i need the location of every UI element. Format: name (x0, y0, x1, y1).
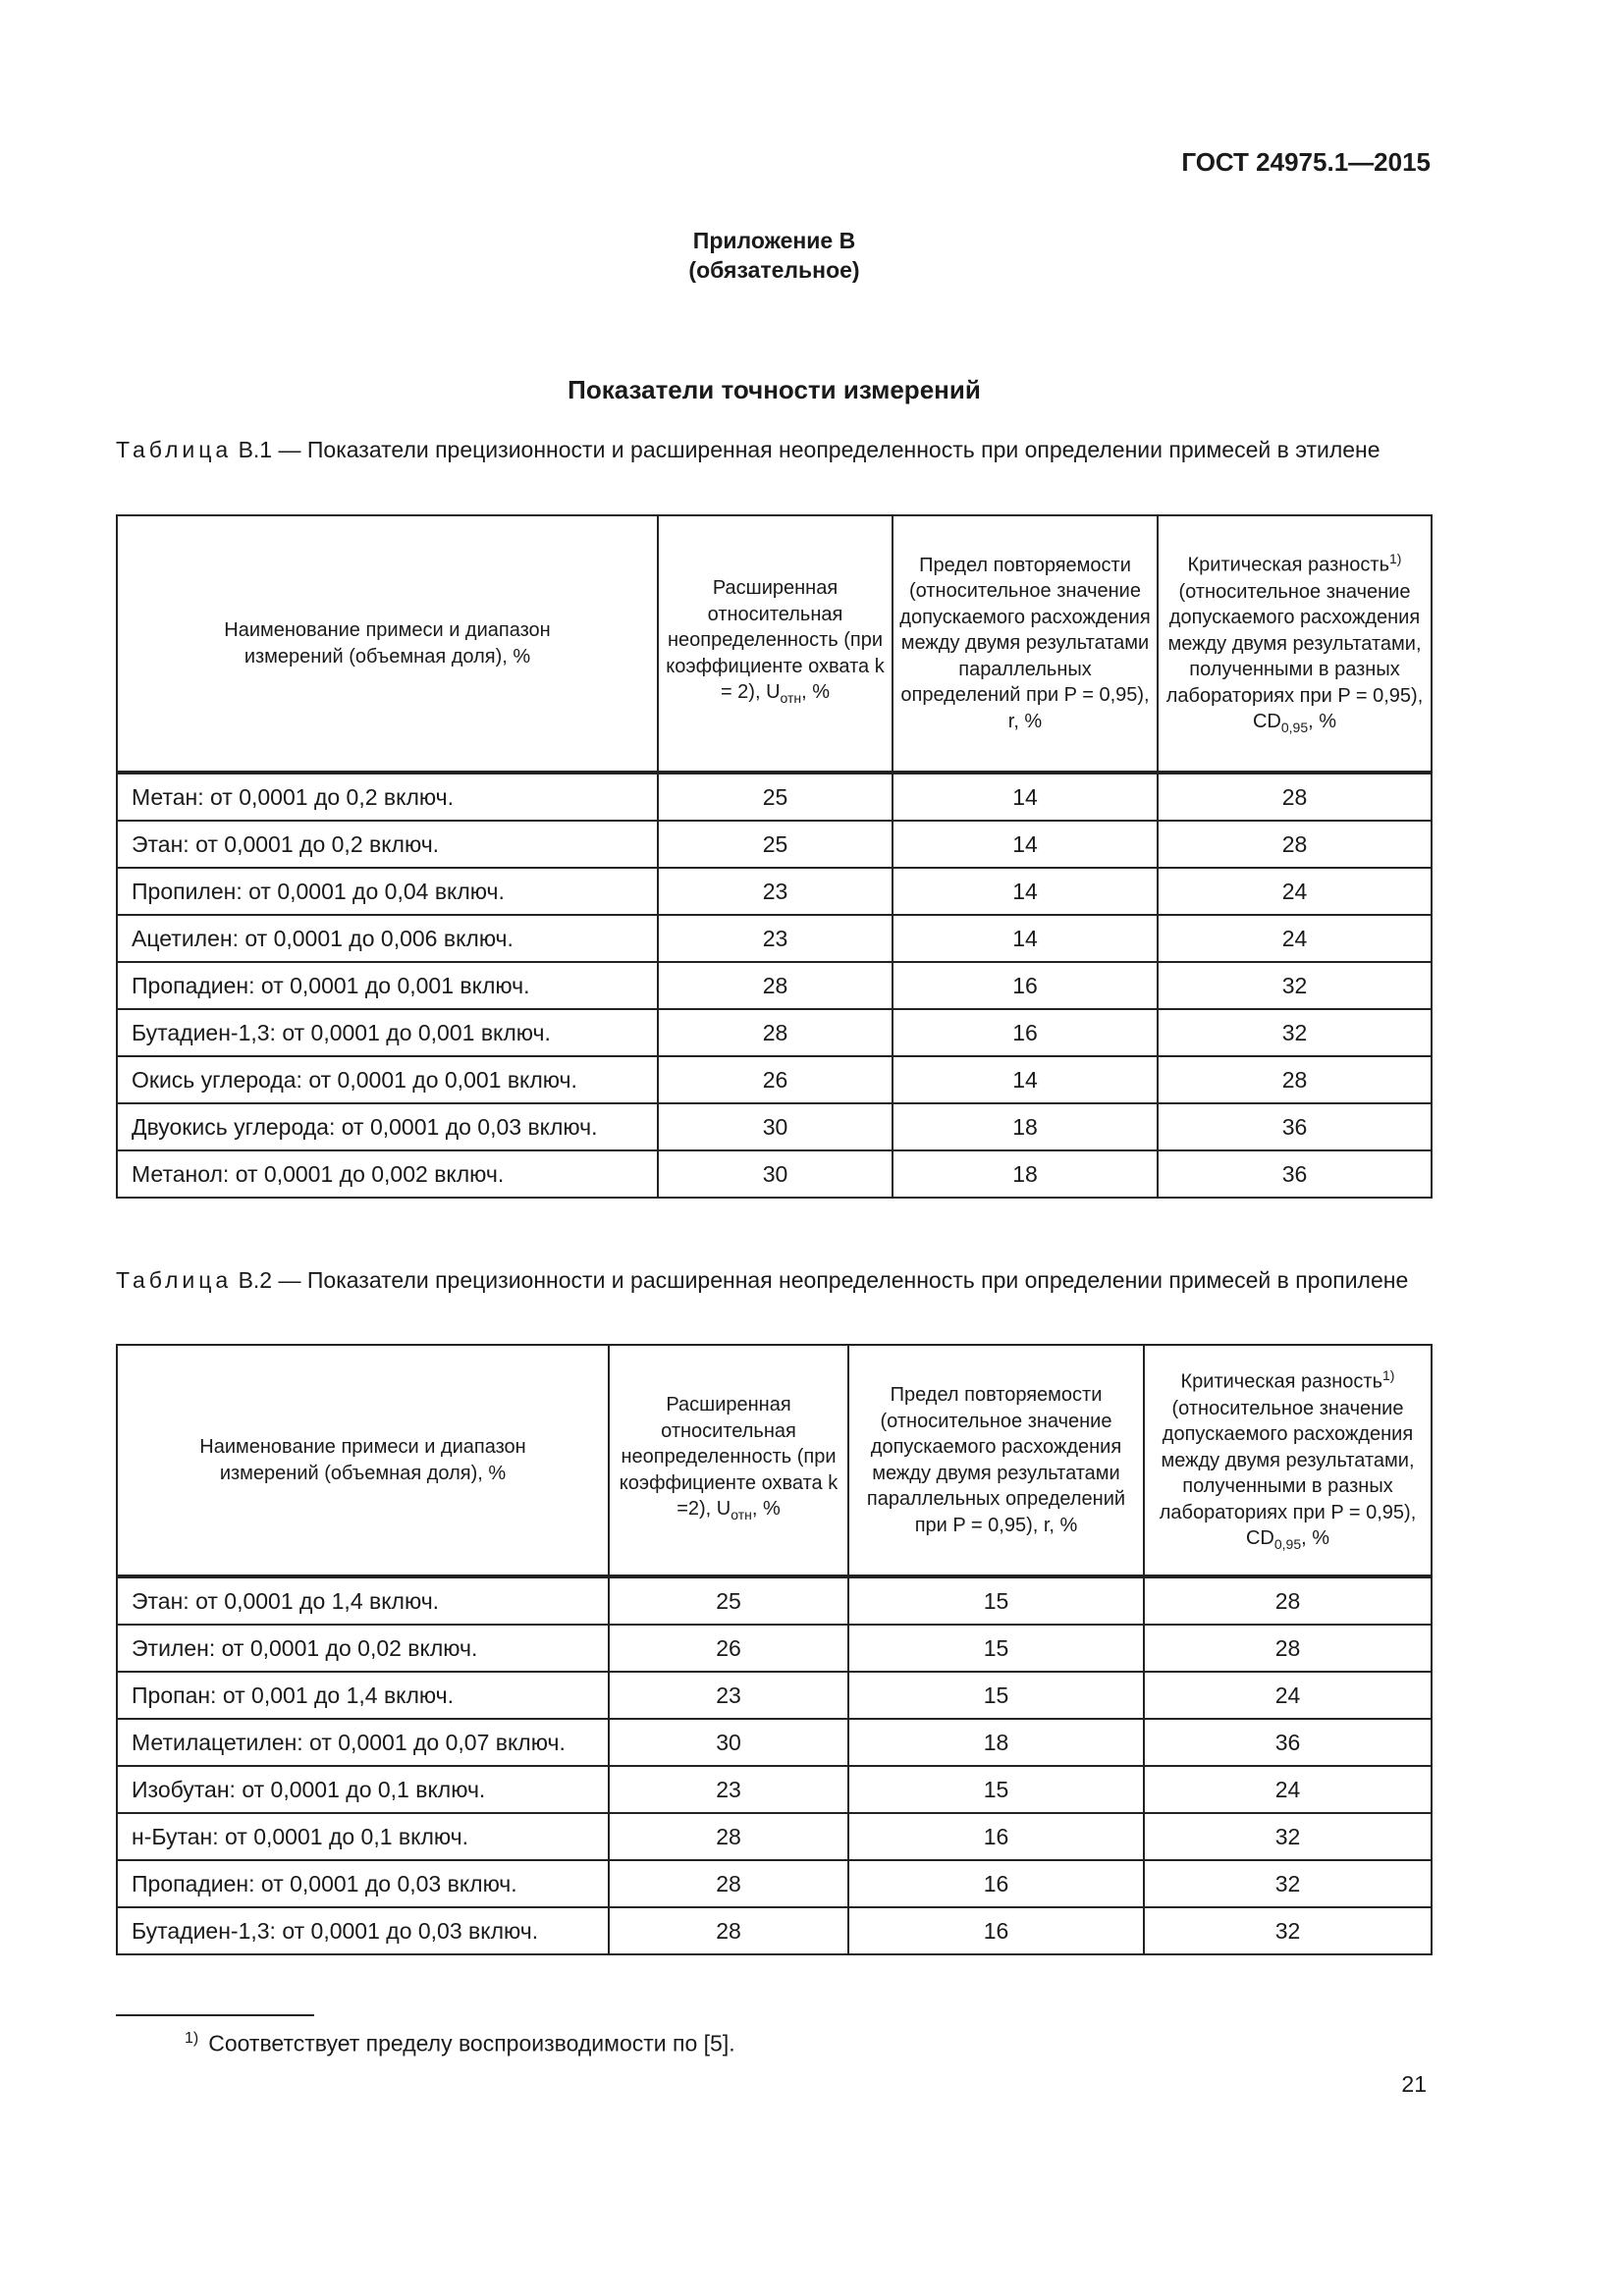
cell-repeatability: 15 (848, 1766, 1144, 1813)
table1-header-uncertainty: Расширенная относительная неопределенность (при коэффициенте охвата k = 2), $U_{отн}$, % (658, 515, 893, 773)
cell-uncertainty: 26 (609, 1625, 848, 1672)
table1-caption (116, 435, 1431, 464)
annex-heading (0, 226, 1548, 285)
cell-impurity-range: Окись углерода: от 0,0001 до 0,001 включ. (117, 1056, 658, 1103)
table1-header-row (117, 515, 1432, 773)
table2-header-name: Наименование примеси и диапазон измерений (объемная доля), % (117, 1345, 609, 1576)
table-row (117, 1766, 1432, 1813)
cell-repeatability: 14 (893, 915, 1158, 962)
table2-caption-text: В.2 — Показатели прецизионности и расширенная неопределенность при определении примесей в пропилене (232, 1267, 1409, 1293)
table1 (116, 514, 1433, 1199)
cell-impurity-range: Пропадиен: от 0,0001 до 0,001 включ. (117, 962, 658, 1009)
cell-critical-difference: 36 (1158, 1103, 1432, 1150)
table-row (117, 1672, 1432, 1719)
cell-repeatability: 16 (848, 1860, 1144, 1907)
table1-header-repeatability: Предел повторяемости (относительное значение допускаемого расхождения между двумя результатами параллельных определений при P = 0,95), r, % (893, 515, 1158, 773)
table-row (117, 1103, 1432, 1150)
table2-header-critical-difference: Критическая разность$^{1)}$ (относительное значение допускаемого расхождения между двумя результатами, полученными в разных лабораториях при P = 0,95), $CD_{0,95}$, % (1144, 1345, 1432, 1576)
table-row (117, 868, 1432, 915)
table-row (117, 1150, 1432, 1198)
table1-caption-text: В.1 — Показатели прецизионности и расширенная неопределенность при определении примесей в этилене (232, 437, 1380, 462)
cell-critical-difference: 28 (1158, 1056, 1432, 1103)
table-row (117, 915, 1432, 962)
cell-impurity-range: Метан: от 0,0001 до 0,2 включ. (117, 773, 658, 821)
cell-repeatability: 14 (893, 821, 1158, 868)
annex-status: (обязательное) (688, 257, 860, 283)
footnote-mark: 1) (185, 2030, 199, 2047)
cell-uncertainty: 25 (658, 773, 893, 821)
cell-critical-difference: 32 (1158, 1009, 1432, 1056)
cell-uncertainty: 30 (609, 1719, 848, 1766)
cell-uncertainty: 25 (658, 821, 893, 868)
cell-critical-difference: 28 (1144, 1576, 1432, 1625)
cell-repeatability: 15 (848, 1672, 1144, 1719)
cell-uncertainty: 23 (658, 868, 893, 915)
table1-caption-prefix: Таблица (116, 437, 233, 462)
cell-repeatability: 16 (848, 1813, 1144, 1860)
table-row (117, 1860, 1432, 1907)
cell-uncertainty: 28 (609, 1860, 848, 1907)
cell-impurity-range: Метанол: от 0,0001 до 0,002 включ. (117, 1150, 658, 1198)
cell-repeatability: 18 (893, 1103, 1158, 1150)
footnote (185, 2030, 735, 2057)
cell-repeatability: 18 (848, 1719, 1144, 1766)
cell-critical-difference: 28 (1158, 821, 1432, 868)
table2-header-uncertainty: Расширенная относительная неопределенность (при коэффициенте охвата k =2), $U_{отн}$, % (609, 1345, 848, 1576)
table-row (117, 821, 1432, 868)
cell-uncertainty: 28 (658, 962, 893, 1009)
cell-critical-difference: 28 (1158, 773, 1432, 821)
cell-impurity-range: Ацетилен: от 0,0001 до 0,006 включ. (117, 915, 658, 962)
footnote-divider (116, 2014, 314, 2016)
cell-impurity-range: Пропадиен: от 0,0001 до 0,03 включ. (117, 1860, 609, 1907)
cell-uncertainty: 28 (609, 1813, 848, 1860)
cell-critical-difference: 24 (1144, 1766, 1432, 1813)
cell-uncertainty: 28 (609, 1907, 848, 1954)
table-row (117, 1625, 1432, 1672)
cell-uncertainty: 30 (658, 1150, 893, 1198)
cell-critical-difference: 24 (1158, 868, 1432, 915)
page-number: 21 (1401, 2071, 1427, 2097)
cell-critical-difference: 32 (1144, 1813, 1432, 1860)
table-row (117, 1576, 1432, 1625)
cell-impurity-range: Этан: от 0,0001 до 1,4 включ. (117, 1576, 609, 1625)
table-row (117, 1056, 1432, 1103)
cell-impurity-range: Этан: от 0,0001 до 0,2 включ. (117, 821, 658, 868)
cell-repeatability: 18 (893, 1150, 1158, 1198)
table2-caption (116, 1265, 1431, 1295)
cell-critical-difference: 28 (1144, 1625, 1432, 1672)
cell-impurity-range: Метилацетилен: от 0,0001 до 0,07 включ. (117, 1719, 609, 1766)
cell-uncertainty: 23 (609, 1766, 848, 1813)
cell-impurity-range: Пропилен: от 0,0001 до 0,04 включ. (117, 868, 658, 915)
annex-title: Приложение В (692, 228, 856, 253)
cell-critical-difference: 36 (1158, 1150, 1432, 1198)
table2 (116, 1344, 1433, 1955)
cell-impurity-range: н-Бутан: от 0,0001 до 0,1 включ. (117, 1813, 609, 1860)
cell-critical-difference: 32 (1144, 1907, 1432, 1954)
cell-repeatability: 14 (893, 868, 1158, 915)
cell-critical-difference: 32 (1144, 1860, 1432, 1907)
cell-critical-difference: 36 (1144, 1719, 1432, 1766)
table-row (117, 1907, 1432, 1954)
table2-header-row (117, 1345, 1432, 1576)
table2-body (117, 1576, 1432, 1954)
cell-impurity-range: Бутадиен-1,3: от 0,0001 до 0,001 включ. (117, 1009, 658, 1056)
cell-uncertainty: 23 (658, 915, 893, 962)
table2-header-repeatability: Предел повторяемости (относительное значение допускаемого расхождения между двумя результатами параллельных определений при P = 0,95), r, % (848, 1345, 1144, 1576)
table-row (117, 962, 1432, 1009)
table-row (117, 1719, 1432, 1766)
cell-impurity-range: Этилен: от 0,0001 до 0,02 включ. (117, 1625, 609, 1672)
cell-critical-difference: 32 (1158, 962, 1432, 1009)
cell-uncertainty: 30 (658, 1103, 893, 1150)
cell-repeatability: 14 (893, 1056, 1158, 1103)
table1-header-critical-difference: Критическая разность$^{1)}$ (относительное значение допускаемого расхождения между двумя результатами, полученными в разных лабораториях при P = 0,95), $CD_{0,95}$, % (1158, 515, 1432, 773)
cell-repeatability: 14 (893, 773, 1158, 821)
cell-repeatability: 15 (848, 1625, 1144, 1672)
cell-uncertainty: 23 (609, 1672, 848, 1719)
section-title: Показатели точности измерений (568, 375, 981, 404)
cell-impurity-range: Двуокись углерода: от 0,0001 до 0,03 включ. (117, 1103, 658, 1150)
cell-critical-difference: 24 (1158, 915, 1432, 962)
table1-body (117, 773, 1432, 1198)
cell-uncertainty: 28 (658, 1009, 893, 1056)
cell-repeatability: 16 (848, 1907, 1144, 1954)
document-code: ГОСТ 24975.1—2015 (1181, 147, 1431, 177)
table-row (117, 773, 1432, 821)
cell-repeatability: 15 (848, 1576, 1144, 1625)
table-row (117, 1813, 1432, 1860)
cell-critical-difference: 24 (1144, 1672, 1432, 1719)
cell-repeatability: 16 (893, 1009, 1158, 1056)
footnote-text: Соответствует пределу воспроизводимости по [5]. (208, 2030, 735, 2056)
table1-header-name: Наименование примеси и диапазон измерений (объемная доля), % (117, 515, 658, 773)
table-row (117, 1009, 1432, 1056)
cell-uncertainty: 26 (658, 1056, 893, 1103)
cell-uncertainty: 25 (609, 1576, 848, 1625)
cell-impurity-range: Бутадиен-1,3: от 0,0001 до 0,03 включ. (117, 1907, 609, 1954)
cell-impurity-range: Изобутан: от 0,0001 до 0,1 включ. (117, 1766, 609, 1813)
cell-impurity-range: Пропан: от 0,001 до 1,4 включ. (117, 1672, 609, 1719)
table2-caption-prefix: Таблица (116, 1267, 233, 1293)
cell-repeatability: 16 (893, 962, 1158, 1009)
